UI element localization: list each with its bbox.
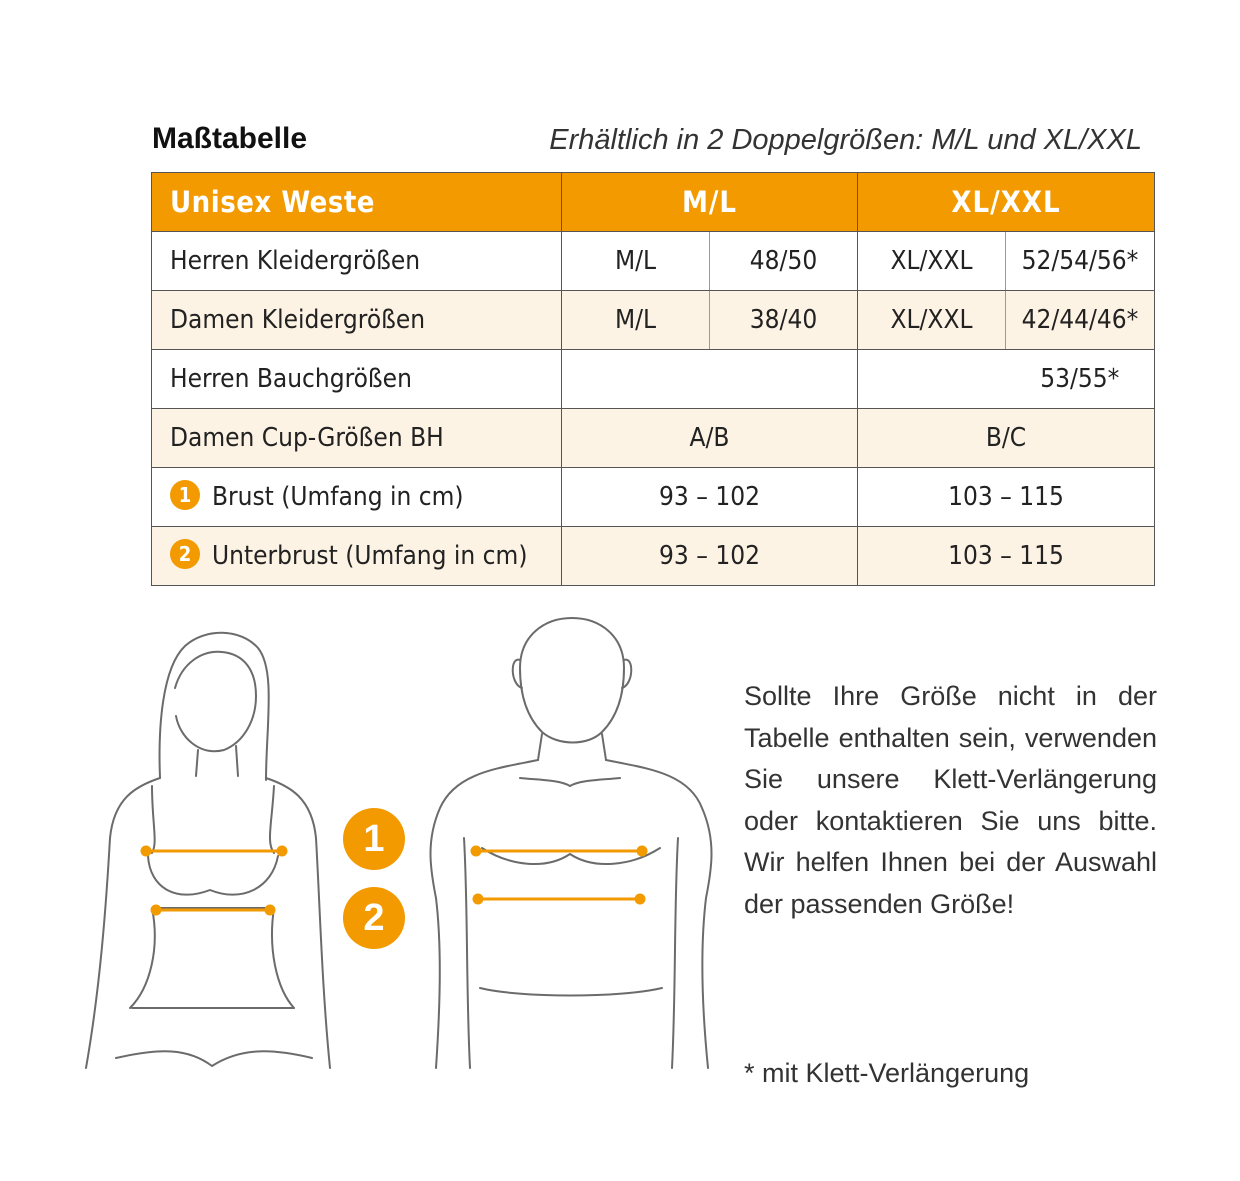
- chest-marker: [638, 847, 646, 855]
- row-label: [152, 527, 562, 586]
- row-label: Damen Kleidergrößen: [152, 291, 562, 350]
- cell: M/L: [562, 232, 710, 291]
- cell: [858, 350, 1006, 409]
- size-table: [151, 172, 1155, 586]
- cell: A/B: [562, 409, 858, 468]
- bust-marker: [142, 847, 150, 855]
- cell: [562, 350, 858, 409]
- number-badge-1: 1: [170, 480, 200, 510]
- page-title: Maßtabelle: [152, 122, 308, 155]
- underbust-marker: [152, 906, 160, 914]
- cell: 42/44/46*: [1006, 291, 1155, 350]
- cell: 48/50: [710, 232, 858, 291]
- woman-panties: [116, 1008, 312, 1066]
- row-label-text: Brust (Umfang in cm): [212, 481, 464, 512]
- row-label: Damen Cup-Größen BH: [152, 409, 562, 468]
- header-label: Unisex Weste: [152, 173, 562, 232]
- cell: 38/40: [710, 291, 858, 350]
- cell: 93 – 102: [562, 468, 858, 527]
- man-torso-outline: [431, 760, 712, 1068]
- cell: 53/55*: [1006, 350, 1155, 409]
- header-ml: M/L: [562, 173, 858, 232]
- table-row: [152, 468, 1155, 527]
- woman-face-outline: [175, 652, 256, 751]
- woman-hair-outline: [160, 633, 269, 780]
- badge-2: 2: [343, 887, 405, 949]
- table-row: [152, 350, 1155, 409]
- cell: 52/54/56*: [1006, 232, 1155, 291]
- table-row: [152, 409, 1155, 468]
- table-row: [152, 232, 1155, 291]
- row-label: [152, 468, 562, 527]
- woman-torso-outline: [86, 778, 330, 1068]
- cell: XL/XXL: [858, 291, 1006, 350]
- table-header-row: [152, 173, 1155, 232]
- underchest-marker: [636, 895, 644, 903]
- woman-bra: [148, 856, 278, 908]
- row-label: Herren Bauchgrößen: [152, 350, 562, 409]
- man-head-outline: [520, 618, 624, 743]
- table-row: [152, 527, 1155, 586]
- measurement-figures: [80, 608, 720, 1078]
- row-label: Herren Kleidergrößen: [152, 232, 562, 291]
- row-label-text: Unterbrust (Umfang in cm): [212, 540, 528, 571]
- size-note: Sollte Ihre Größe nicht in der Tabelle enthalten sein, verwenden Sie unsere Klett-Verlängerung oder kontaktieren Sie uns bitte. Wir helfen Ihnen bei der Auswahl der passenden Größe!: [744, 681, 1157, 919]
- man-arms-inner: [464, 838, 678, 1068]
- number-badge-2: 2: [170, 539, 200, 569]
- cell: 93 – 102: [562, 527, 858, 586]
- footnote: * mit Klett-Verlängerung: [744, 1058, 1030, 1088]
- cell: 103 – 115: [858, 527, 1155, 586]
- underchest-marker: [474, 895, 482, 903]
- woman-bra-straps: [152, 786, 274, 853]
- cell: 103 – 115: [858, 468, 1155, 527]
- chest-marker: [472, 847, 480, 855]
- underbust-marker: [266, 906, 274, 914]
- cell: B/C: [858, 409, 1155, 468]
- header-xl: XL/XXL: [858, 173, 1155, 232]
- bust-marker: [278, 847, 286, 855]
- cell: M/L: [562, 291, 710, 350]
- cell: XL/XXL: [858, 232, 1006, 291]
- woman-waist: [130, 908, 294, 1008]
- man-waistband: [480, 988, 662, 996]
- badge-1: 1: [343, 808, 405, 870]
- man-ears: [513, 660, 632, 688]
- page-subtitle: Erhältlich in 2 Doppelgrößen: M/L und XL/XXL: [549, 124, 1142, 156]
- table-row: [152, 291, 1155, 350]
